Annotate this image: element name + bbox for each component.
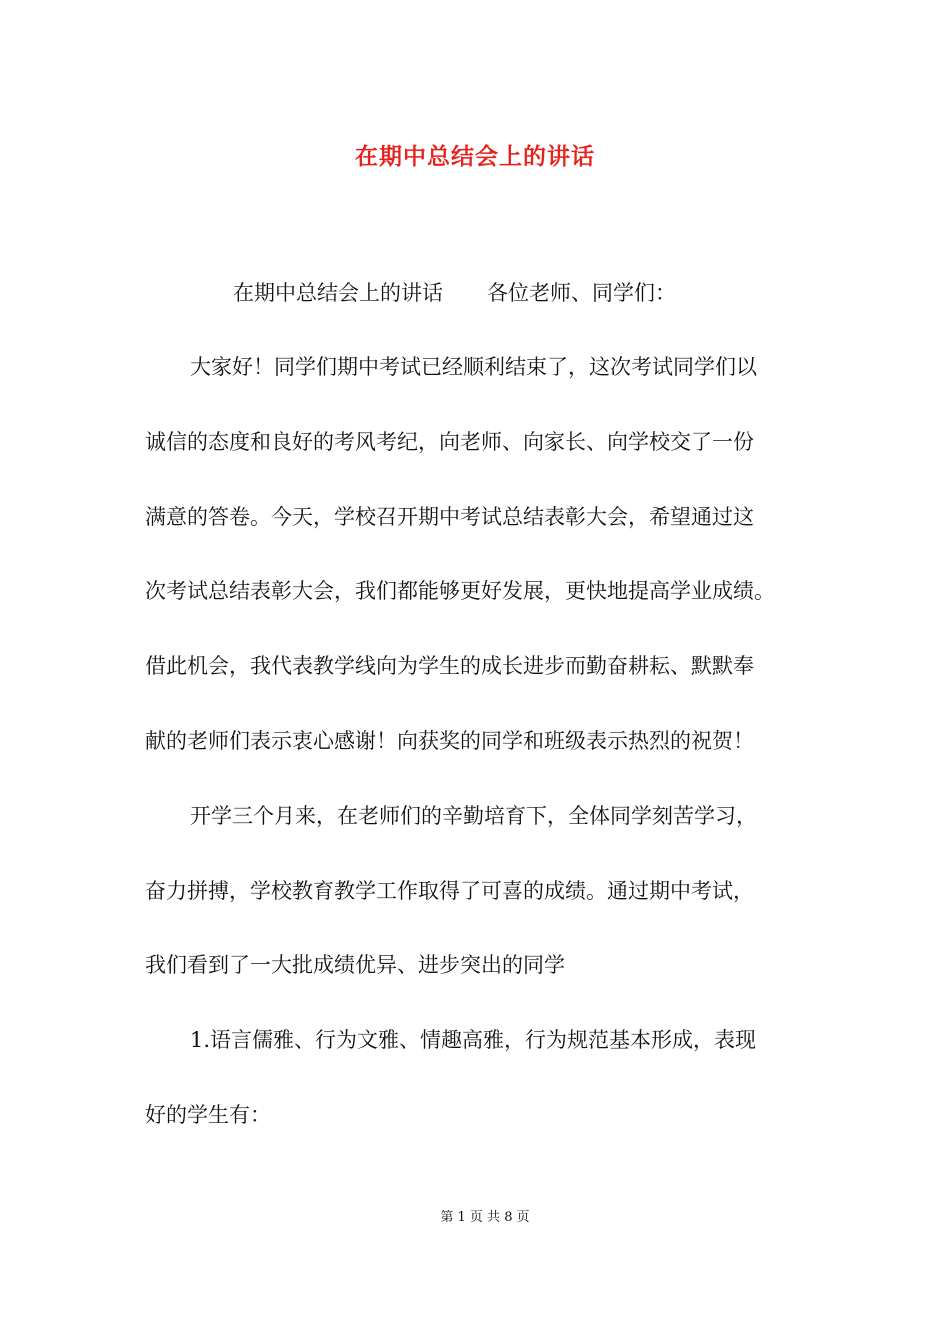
- body-line: 诚信的态度和良好的考风考纪，向老师、向家长、向学校交了一份: [145, 430, 754, 454]
- document-title: 在期中总结会上的讲话: [355, 143, 595, 170]
- body-line: 1.语言儒雅、行为文雅、情趣高雅，行为规范基本形成，表现: [190, 1028, 757, 1052]
- speech-title-inline: 在期中总结会上的讲话: [233, 281, 443, 305]
- body-line: 献的老师们表示衷心感谢！向获奖的同学和班级表示热烈的祝贺！: [145, 729, 754, 753]
- body-line: 大家好！同学们期中考试已经顺利结束了，这次考试同学们以: [190, 355, 757, 379]
- body-line: 我们看到了一大批成绩优异、进步突出的同学: [145, 953, 565, 977]
- salutation-line: [233, 278, 676, 308]
- body-line: 满意的答卷。今天，学校召开期中考试总结表彰大会，希望通过这: [145, 505, 754, 529]
- body-line: 借此机会，我代表教学线向为学生的成长进步而勤奋耕耘、默默奉: [145, 654, 754, 678]
- page-number: 第 1 页 共 8 页: [440, 1210, 530, 1225]
- body-line: 奋力拼搏，学校教育教学工作取得了可喜的成绩。通过期中考试，: [145, 879, 754, 903]
- body-line: 开学三个月来，在老师们的辛勤培育下，全体同学刻苦学习，: [190, 804, 757, 828]
- salutation: 各位老师、同学们：: [487, 281, 676, 305]
- body-line: 好的学生有：: [145, 1103, 271, 1127]
- body-line: 次考试总结表彰大会，我们都能够更好发展，更快地提高学业成绩。: [145, 579, 775, 603]
